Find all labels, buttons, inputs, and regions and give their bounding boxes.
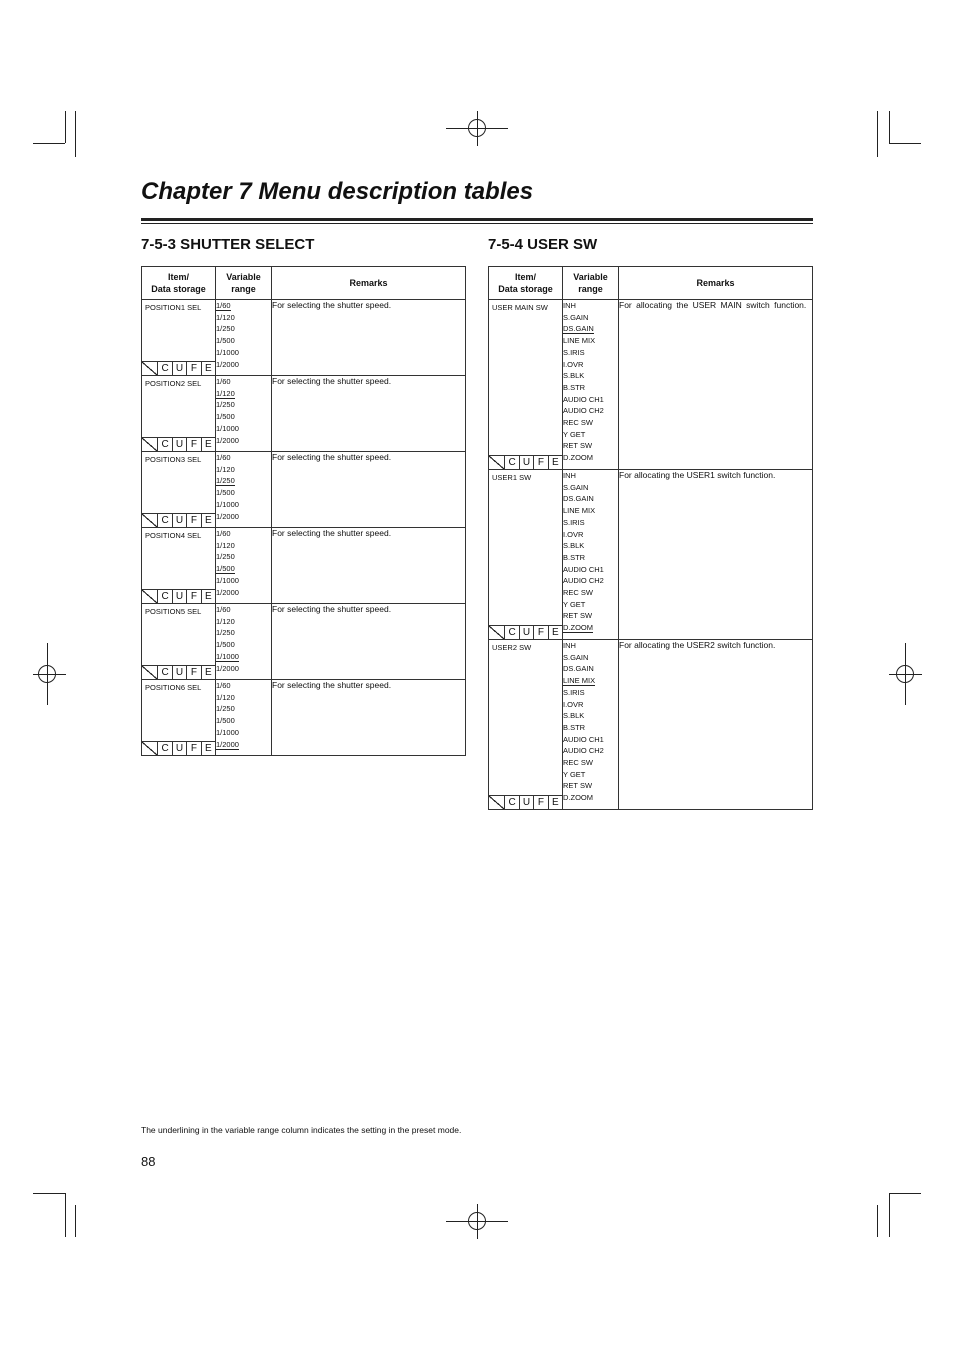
storage-flag: F <box>186 438 200 451</box>
variable-range-cell <box>216 300 272 376</box>
table-row <box>142 376 466 452</box>
storage-flag: U <box>519 796 533 809</box>
table-row <box>142 528 466 604</box>
range-value: 1/60 <box>216 301 231 310</box>
storage-flag: U <box>172 438 186 451</box>
table-row <box>142 604 466 680</box>
footnote: The underlining in the variable range column indicates the setting in the preset mode. <box>141 1125 462 1135</box>
table-row <box>489 300 813 470</box>
range-value: 1/500 <box>216 336 235 346</box>
range-value: LINE MIX <box>563 676 596 686</box>
range-value: S.BLK <box>563 371 585 381</box>
range-value: 1/60 <box>216 453 231 462</box>
range-value: REC SW <box>563 418 593 428</box>
range-value: DS.GAIN <box>563 494 594 504</box>
section-title-user-sw: 7-5-4 USER SW <box>488 236 598 253</box>
range-value: 1/120 <box>216 540 235 550</box>
storage-flag: E <box>201 362 215 375</box>
variable-range-cell <box>563 640 619 810</box>
range-value: S.BLK <box>563 711 585 721</box>
variable-range-cell <box>216 452 272 528</box>
range-value: D.ZOOM <box>563 453 593 463</box>
range-value: B.STR <box>563 382 586 392</box>
data-storage-indicator <box>142 589 215 603</box>
storage-flag: U <box>172 514 186 527</box>
storage-flag: F <box>186 514 200 527</box>
storage-flag: U <box>172 666 186 679</box>
item-cell <box>489 300 563 470</box>
range-value: 1/2000 <box>216 587 239 597</box>
diagonal-slash-icon <box>142 666 157 679</box>
range-value: 1/120 <box>216 464 235 474</box>
diagonal-slash-icon <box>142 590 157 603</box>
storage-flag: C <box>157 514 171 527</box>
table-row <box>142 452 466 528</box>
storage-flag: U <box>172 362 186 375</box>
header-variable-range: Variable range <box>216 267 272 300</box>
storage-flag: E <box>548 796 562 809</box>
storage-flag: F <box>186 590 200 603</box>
diagonal-slash-icon <box>142 362 157 375</box>
remarks-cell: For selecting the shutter speed. <box>272 300 466 376</box>
range-value: LINE MIX <box>563 336 596 346</box>
variable-range-cell <box>563 470 619 640</box>
item-name: POSITION5 SEL <box>145 607 202 616</box>
section-title-shutter-select: 7-5-3 SHUTTER SELECT <box>141 236 315 253</box>
storage-flag: C <box>157 362 171 375</box>
range-value: RET SW <box>563 441 593 451</box>
range-value: 1/250 <box>216 324 235 334</box>
crop-mark <box>889 143 921 144</box>
storage-flag: F <box>186 666 200 679</box>
range-value: D.ZOOM <box>563 793 593 803</box>
range-value: AUDIO CH2 <box>563 576 604 586</box>
diagonal-slash-icon <box>489 626 504 639</box>
item-cell <box>489 640 563 810</box>
item-cell <box>489 470 563 640</box>
crop-mark <box>877 111 878 157</box>
range-value: AUDIO CH1 <box>563 734 604 744</box>
storage-flag: C <box>504 796 518 809</box>
storage-flag: C <box>157 438 171 451</box>
item-cell <box>142 452 216 528</box>
range-value: Y GET <box>563 769 586 779</box>
item-name: USER MAIN SW <box>492 303 548 312</box>
header-item: Item/ Data storage <box>142 267 216 300</box>
crop-mark <box>75 1205 76 1237</box>
range-value: 1/1000 <box>216 347 239 357</box>
header-remarks: Remarks <box>272 267 466 300</box>
range-value: 1/2000 <box>216 359 239 369</box>
storage-flag: C <box>504 456 518 469</box>
item-name: USER2 SW <box>492 643 532 652</box>
crop-mark <box>65 111 66 143</box>
storage-flag: E <box>201 666 215 679</box>
range-value: 1/60 <box>216 377 231 386</box>
range-value: 1/500 <box>216 716 235 726</box>
item-name: POSITION1 SEL <box>145 303 202 312</box>
crop-mark <box>889 1193 890 1237</box>
range-value: INH <box>563 301 576 310</box>
chapter-title: Chapter 7 Menu description tables <box>141 178 534 205</box>
range-value: 1/2000 <box>216 663 239 673</box>
data-storage-indicator <box>142 741 215 755</box>
storage-flag: E <box>201 438 215 451</box>
storage-flag: F <box>533 456 547 469</box>
title-rule <box>141 218 813 221</box>
range-value: 1/250 <box>216 628 235 638</box>
item-cell <box>142 300 216 376</box>
table-header-row <box>142 267 466 300</box>
range-value: S.IRIS <box>563 347 585 357</box>
item-cell <box>142 376 216 452</box>
range-value: 1/1000 <box>216 651 239 661</box>
range-value: I.OVR <box>563 529 584 539</box>
diagonal-slash-icon <box>489 796 504 809</box>
range-value: 1/2000 <box>216 739 239 749</box>
user-sw-table <box>488 266 813 810</box>
storage-flag: U <box>172 590 186 603</box>
range-value: INH <box>563 471 576 480</box>
storage-flag: E <box>548 626 562 639</box>
diagonal-slash-icon <box>142 514 157 527</box>
item-cell <box>142 680 216 756</box>
remarks-cell: For allocating the USER MAIN switch function. <box>619 300 813 470</box>
storage-flag: U <box>519 626 533 639</box>
storage-flag: C <box>504 626 518 639</box>
remarks-cell: For allocating the USER2 switch function. <box>619 640 813 810</box>
range-value: DS.GAIN <box>563 664 594 674</box>
crop-mark <box>65 1193 66 1237</box>
crop-mark <box>889 1193 921 1194</box>
range-value: 1/250 <box>216 704 235 714</box>
range-value: B.STR <box>563 722 586 732</box>
range-value: 1/2000 <box>216 511 239 521</box>
remarks-cell: For allocating the USER1 switch function. <box>619 470 813 640</box>
data-storage-indicator <box>489 795 562 809</box>
range-value: S.GAIN <box>563 482 589 492</box>
item-name: POSITION2 SEL <box>145 379 202 388</box>
range-value: S.GAIN <box>563 312 589 322</box>
variable-range-cell <box>216 604 272 680</box>
remarks-cell: For selecting the shutter speed. <box>272 452 466 528</box>
crop-mark <box>877 1205 878 1237</box>
range-value: 1/1000 <box>216 575 239 585</box>
variable-range-cell <box>216 376 272 452</box>
range-value: S.IRIS <box>563 517 585 527</box>
range-value: 1/120 <box>216 692 235 702</box>
range-value: AUDIO CH1 <box>563 394 604 404</box>
range-value: 1/2000 <box>216 435 239 445</box>
remarks-cell: For selecting the shutter speed. <box>272 604 466 680</box>
data-storage-indicator <box>142 361 215 375</box>
item-cell <box>142 604 216 680</box>
header-remarks: Remarks <box>619 267 813 300</box>
diagonal-slash-icon <box>142 438 157 451</box>
diagonal-slash-icon <box>489 456 504 469</box>
crop-mark <box>33 143 65 144</box>
storage-flag: E <box>201 514 215 527</box>
table-row <box>142 680 466 756</box>
table-header-row <box>489 267 813 300</box>
storage-flag: C <box>157 666 171 679</box>
storage-flag: C <box>157 590 171 603</box>
range-value: 1/1000 <box>216 423 239 433</box>
data-storage-indicator <box>489 625 562 639</box>
range-value: LINE MIX <box>563 506 596 516</box>
table-row <box>489 470 813 640</box>
range-value: 1/250 <box>216 552 235 562</box>
storage-flag: U <box>172 742 186 755</box>
range-value: 1/60 <box>216 529 231 538</box>
variable-range-cell <box>216 680 272 756</box>
range-value: 1/500 <box>216 640 235 650</box>
title-rule <box>141 223 813 224</box>
range-value: RET SW <box>563 781 593 791</box>
range-value: INH <box>563 641 576 650</box>
crop-mark <box>889 111 890 143</box>
storage-flag: F <box>533 796 547 809</box>
range-value: AUDIO CH2 <box>563 406 604 416</box>
item-name: POSITION4 SEL <box>145 531 202 540</box>
diagonal-slash-icon <box>142 742 157 755</box>
range-value: Y GET <box>563 429 586 439</box>
range-value: 1/60 <box>216 605 231 614</box>
range-value: S.IRIS <box>563 687 585 697</box>
range-value: I.OVR <box>563 699 584 709</box>
storage-flag: F <box>186 742 200 755</box>
range-value: B.STR <box>563 552 586 562</box>
remarks-cell: For selecting the shutter speed. <box>272 376 466 452</box>
remarks-cell: For selecting the shutter speed. <box>272 528 466 604</box>
range-value: 1/500 <box>216 564 235 574</box>
range-value: AUDIO CH1 <box>563 564 604 574</box>
storage-flag: F <box>186 362 200 375</box>
data-storage-indicator <box>142 437 215 451</box>
range-value: REC SW <box>563 588 593 598</box>
range-value: S.BLK <box>563 541 585 551</box>
range-value: 1/120 <box>216 616 235 626</box>
storage-flag: E <box>201 742 215 755</box>
range-value: D.ZOOM <box>563 623 593 633</box>
remarks-cell: For selecting the shutter speed. <box>272 680 466 756</box>
range-value: REC SW <box>563 758 593 768</box>
range-value: 1/500 <box>216 488 235 498</box>
item-name: USER1 SW <box>492 473 532 482</box>
storage-flag: C <box>157 742 171 755</box>
storage-flag: E <box>548 456 562 469</box>
header-variable-range: Variable range <box>563 267 619 300</box>
storage-flag: E <box>201 590 215 603</box>
range-value: AUDIO CH2 <box>563 746 604 756</box>
range-value: Y GET <box>563 599 586 609</box>
range-value: 1/1000 <box>216 499 239 509</box>
item-name: POSITION3 SEL <box>145 455 202 464</box>
table-row <box>489 640 813 810</box>
crop-mark <box>75 111 76 157</box>
crop-mark <box>33 1193 65 1194</box>
range-value: RET SW <box>563 611 593 621</box>
page-number: 88 <box>141 1154 156 1169</box>
range-value: 1/500 <box>216 412 235 422</box>
variable-range-cell <box>216 528 272 604</box>
item-cell <box>142 528 216 604</box>
shutter-select-table <box>141 266 466 756</box>
range-value: 1/1000 <box>216 727 239 737</box>
item-name: POSITION6 SEL <box>145 683 202 692</box>
data-storage-indicator <box>142 665 215 679</box>
range-value: 1/120 <box>216 312 235 322</box>
range-value: DS.GAIN <box>563 324 594 334</box>
range-value: 1/250 <box>216 400 235 410</box>
header-item: Item/ Data storage <box>489 267 563 300</box>
range-value: 1/60 <box>216 681 231 690</box>
table-row <box>142 300 466 376</box>
range-value: I.OVR <box>563 359 584 369</box>
range-value: S.GAIN <box>563 652 589 662</box>
storage-flag: F <box>533 626 547 639</box>
variable-range-cell <box>563 300 619 470</box>
data-storage-indicator <box>142 513 215 527</box>
data-storage-indicator <box>489 455 562 469</box>
storage-flag: U <box>519 456 533 469</box>
range-value: 1/250 <box>216 476 235 486</box>
range-value: 1/120 <box>216 388 235 398</box>
